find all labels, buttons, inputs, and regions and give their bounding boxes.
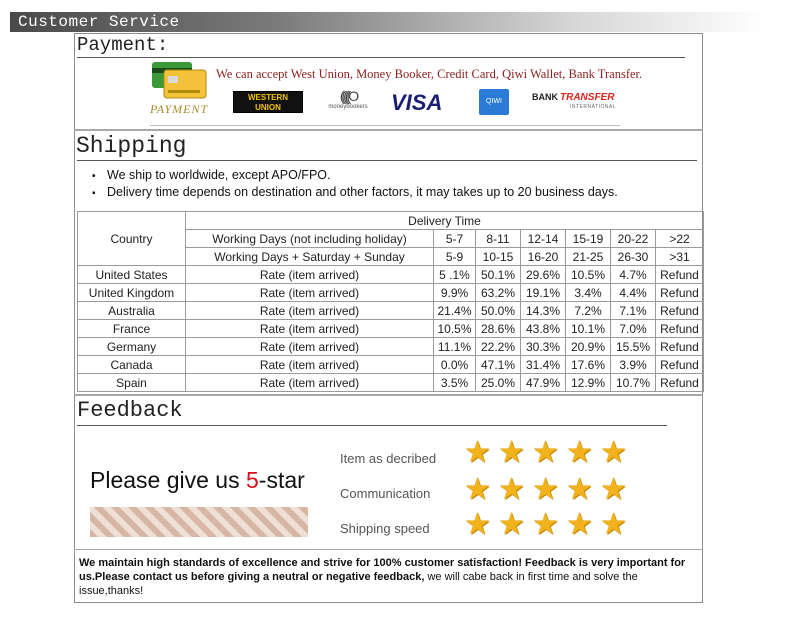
- section-divider: [74, 394, 703, 396]
- visa-logo: VISA: [391, 90, 443, 115]
- table-row: France Rate (item arrived) 10.5% 28.6% 43.8% 10.1% 7.0% Refund: [78, 320, 704, 338]
- payment-methods-text: We can accept West Union, Money Booker, Credit Card, Qiwi Wallet, Bank Transfer.: [216, 67, 643, 81]
- star-icon: ★: [498, 436, 525, 469]
- section-divider: [74, 549, 703, 550]
- star-rating-item: [464, 438, 634, 468]
- table-row: United States Rate (item arrived) 5 .1% 50.1% 29.6% 10.5% 4.7% Refund: [78, 266, 704, 284]
- star-rating-shipping: [464, 510, 634, 540]
- payment-word: PAYMENT: [150, 102, 209, 116]
- table-row: Canada Rate (item arrived) 0.0% 47.1% 31.4% 17.6% 3.9% Refund: [78, 356, 704, 374]
- rating-label-shipping: Shipping speed: [340, 521, 430, 536]
- country-header: Country: [78, 212, 186, 266]
- star-icon: ★: [532, 508, 559, 541]
- star-rating-communication: [464, 475, 634, 505]
- credit-cards-icon: [150, 60, 208, 100]
- star-icon: ★: [566, 436, 593, 469]
- star-icon: ★: [600, 436, 627, 469]
- table-row: United Kingdom Rate (item arrived) 9.9% 63.2% 19.1% 3.4% 4.4% Refund: [78, 284, 704, 302]
- payment-bottom-rule: [150, 125, 620, 126]
- star-icon: ★: [464, 473, 491, 506]
- bank-transfer-logo: BANK TRANSFER INTERNATIONAL: [532, 92, 617, 110]
- table-row: Spain Rate (item arrived) 3.5% 25.0% 47.9% 12.9% 10.7% Refund: [78, 374, 704, 392]
- star-icon: ★: [566, 508, 593, 541]
- section-divider: [74, 129, 703, 131]
- star-icon: ★: [464, 508, 491, 541]
- customer-service-header: [10, 12, 768, 32]
- rating-label-item: Item as decribed: [340, 451, 437, 466]
- star-icon: ★: [600, 473, 627, 506]
- delivery-time-header: Delivery Time: [186, 212, 704, 230]
- star-icon: ★: [498, 508, 525, 541]
- table-header-row: [78, 212, 704, 230]
- shipping-title-rule: [77, 160, 697, 161]
- western-union-logo: WESTERN UNION: [233, 91, 303, 113]
- star-icon: ★: [532, 473, 559, 506]
- shipping-table: [77, 211, 704, 392]
- feedback-title-rule: [77, 425, 667, 426]
- table-row: Australia Rate (item arrived) 21.4% 50.0% 14.3% 7.2% 7.1% Refund: [78, 302, 704, 320]
- moneybookers-logo: (((((O moneybookers: [328, 88, 368, 110]
- star-icon: ★: [600, 508, 627, 541]
- table-row: Germany Rate (item arrived) 11.1% 22.2% 30.3% 20.9% 15.5% Refund: [78, 338, 704, 356]
- payment-title: Payment:: [77, 34, 169, 56]
- table-row-saturday-sunday: Working Days + Saturday + Sunday 5-9 10-15 16-20 21-25 26-30 >31: [78, 248, 704, 266]
- shipping-title: Shipping: [76, 133, 187, 159]
- star-icon: ★: [532, 436, 559, 469]
- header-title: Customer Service: [18, 13, 180, 31]
- star-icon: ★: [498, 473, 525, 506]
- table-row-working-days: Working Days (not including holiday) 5-7 8-11 12-14 15-19 20-22 >22: [78, 230, 704, 248]
- five-star-request: Please give us 5-star: [90, 467, 305, 493]
- shipping-bullet-1: • We ship to worldwide, except APO/FPO.: [92, 168, 331, 182]
- star-icon: ★: [464, 436, 491, 469]
- shipping-bullet-2: ▪ Delivery time depends on destination and other factors, it may takes up to 20 business days.: [92, 185, 618, 199]
- payment-title-rule: [77, 57, 685, 58]
- qiwi-logo: QIWI: [479, 89, 509, 115]
- feedback-title: Feedback: [77, 398, 183, 423]
- rating-label-communication: Communication: [340, 486, 431, 501]
- decorative-pattern: [90, 507, 308, 537]
- feedback-note: We maintain high standards of excellence and strive for 100% customer satisfaction! Feedback is very important for us.Please contact us before giving a neutral or negative feedback, we will cabe back in first time and solve the issue,thanks!: [79, 557, 686, 597]
- star-icon: ★: [566, 473, 593, 506]
